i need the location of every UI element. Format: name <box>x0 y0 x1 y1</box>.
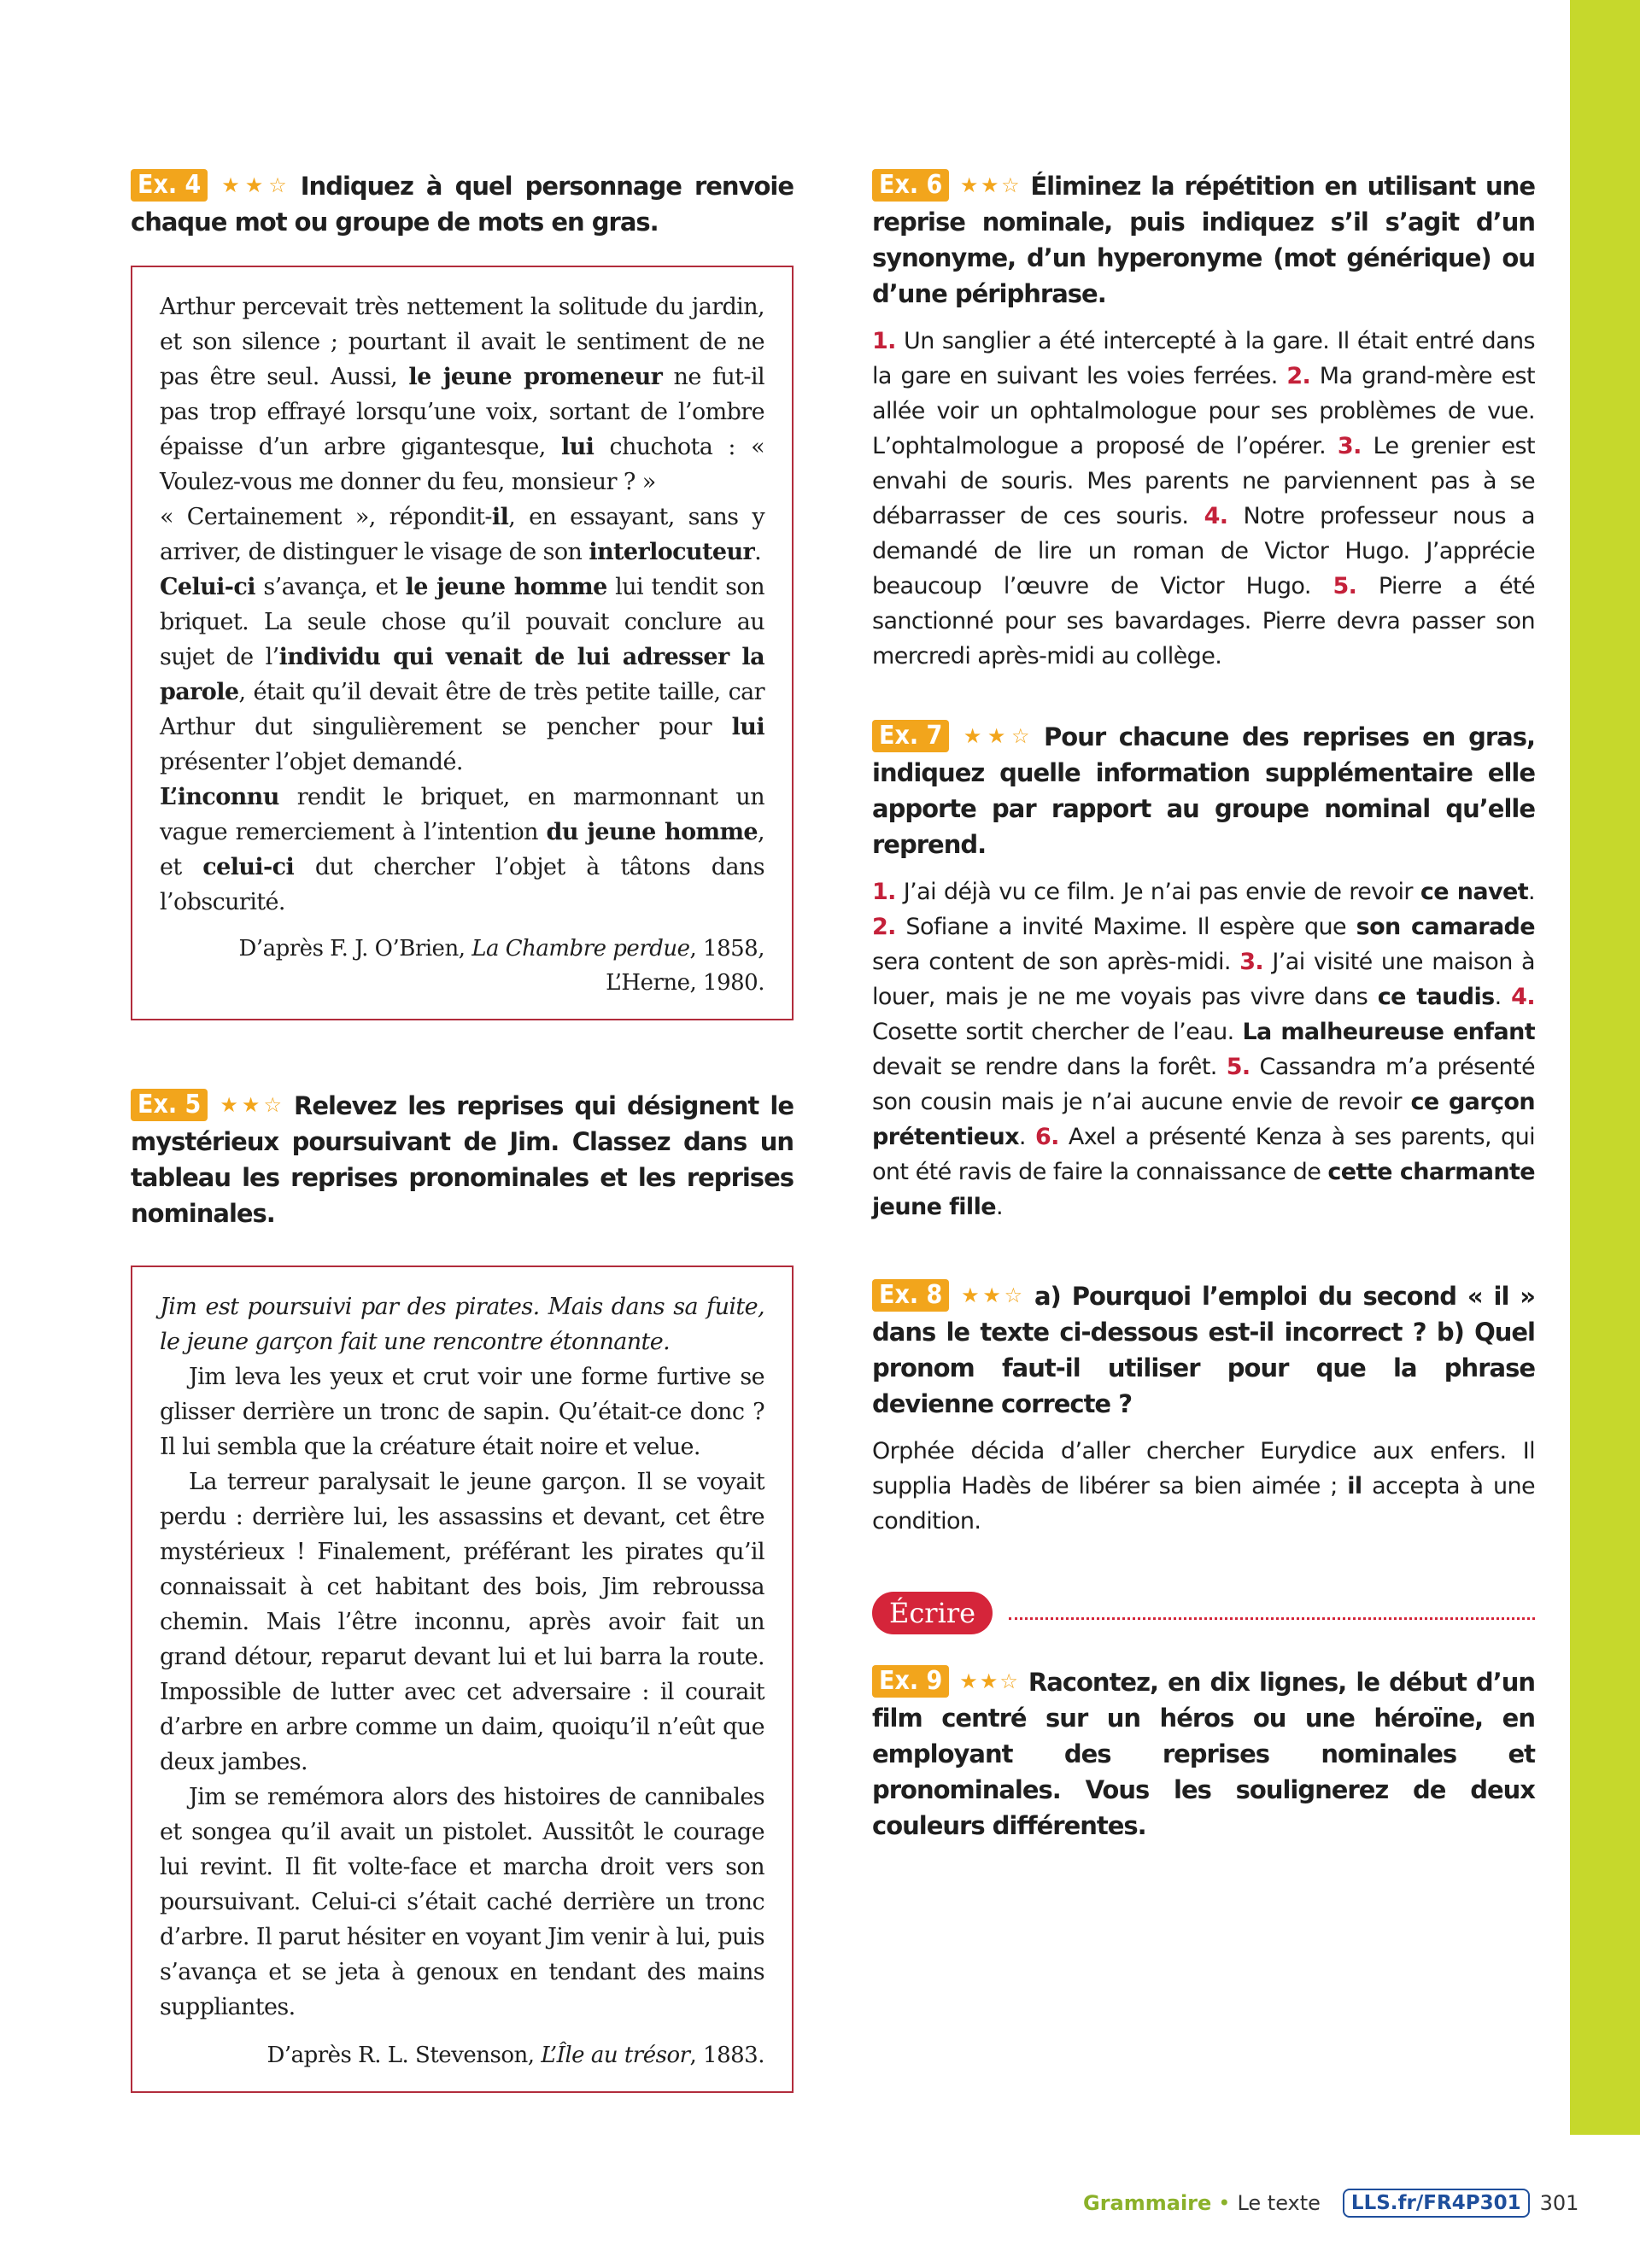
item-number: 2. <box>1286 363 1311 389</box>
item-text: Notre professeur nous a demandé de lire un roman de Victor Hugo. J’apprécie beaucoup l’œuvre de Victor Hugo. <box>872 503 1536 599</box>
bold-reprise: ce navet <box>1420 879 1529 905</box>
chapter-color-tab <box>1570 0 1640 2135</box>
item-text: . <box>1018 1124 1035 1150</box>
item-text: Sofiane a invité Maxime. Il espère que <box>895 914 1356 940</box>
item-text: . <box>1528 879 1535 905</box>
source-author: D’après F. J. O’Brien, <box>238 936 472 962</box>
item-text: . <box>995 1194 1003 1220</box>
item-text: Cosette sortit chercher de l’eau. <box>872 1019 1243 1045</box>
exercise-text <box>872 1434 1535 1539</box>
bold-reference: il <box>491 504 509 530</box>
difficulty-stars-icon: ★★☆ <box>958 724 1036 748</box>
exercise-4 <box>131 167 794 1020</box>
bold-reprise: ce garçon prétentieux <box>872 1089 1535 1150</box>
text-run: s’avança, et <box>255 574 406 600</box>
exercise-8-heading <box>872 1277 1535 1422</box>
excerpt-paragraph: La terreur paralysait le jeune garçon. Il se voyait perdu : derrière lui, les assassins et devant, cet être mystérieux ! Finalement, préférant les pirates qu’il connaissait à cet habitant des bois, Jim rebroussa chemin. Mais l’être inconnu, après avoir fait un grand détour, reparut devant lui et lui barra la route. Impossible de lutter avec cet adversaire : il courait d’arbre en arbre comme un daim, quoiqu’il n’eût que deux jambes. <box>160 1469 764 1775</box>
bold-reprise: cette charmante jeune fille <box>872 1159 1536 1220</box>
exercise-4-heading <box>131 167 794 240</box>
text-run: , en essayant, sans y arriver, de distinguer le visage de son <box>160 504 764 565</box>
ecrire-label: Écrire <box>872 1592 993 1634</box>
bold-reprise: La malheureuse enfant <box>1242 1019 1536 1045</box>
bold-reprise: son camarade <box>1356 914 1536 940</box>
text-run: chuchota : « Voulez-vous me donner du feu, monsieur ? » <box>160 434 764 495</box>
exercise-9-heading <box>872 1663 1535 1844</box>
item-text: . <box>1494 984 1512 1010</box>
footer-separator: • <box>1218 2191 1231 2215</box>
excerpt-source <box>160 2038 764 2072</box>
item-number: 6. <box>1034 1124 1059 1150</box>
page-footer <box>1083 2183 1578 2224</box>
excerpt-paragraph <box>160 570 764 780</box>
item-number: 1. <box>872 879 896 905</box>
bold-pronoun: il <box>1347 1473 1362 1499</box>
exercise-badge: Ex. 9 <box>872 1665 949 1698</box>
exercise-7 <box>872 718 1535 1225</box>
text-run: présenter l’objet demandé. <box>160 749 463 775</box>
bold-reference: le jeune promeneur <box>408 364 663 390</box>
bold-reference: interlocuteur <box>589 539 755 565</box>
exercise-instruction: Racontez, en dix lignes, le début d’un film centré sur un héros ou une héroïne, en employant des reprises nominales et pronominales. Vous les soulignerez de deux couleurs différentes. <box>872 1668 1536 1840</box>
source-author: D’après R. L. Stevenson, <box>266 2043 542 2068</box>
exercise-5-heading <box>131 1087 794 1231</box>
bold-reference: L’inconnu <box>160 784 279 810</box>
item-text: Ma grand-mère est allée voir un ophtalmologue pour ses problèmes de vue. L’ophtalmologue a proposé de l’opérer. <box>872 363 1535 459</box>
exercise-badge: Ex. 8 <box>872 1279 949 1312</box>
exercise-badge: Ex. 6 <box>872 169 949 202</box>
text-excerpt-box <box>131 266 794 1020</box>
bold-reference: le jeune homme <box>405 574 607 600</box>
text-run: ne fut-il pas trop effrayé lorsqu’une voix, sortant de l’ombre épaisse d’un arbre gigantesque, <box>160 364 764 460</box>
excerpt-intro: Jim est poursuivi par des pirates. Mais dans sa fuite, le jeune garçon fait une rencontre étonnante. <box>160 1294 764 1355</box>
bold-reference: lui <box>731 714 764 740</box>
exercise-sentences <box>872 324 1535 674</box>
bold-reference: celui-ci <box>202 854 295 880</box>
right-column <box>872 167 1535 1844</box>
bold-reference: individu qui venait de lui adresser la parole <box>160 644 764 705</box>
excerpt-text <box>160 289 764 920</box>
item-number: 3. <box>1239 949 1264 975</box>
bold-reference: du jeune homme <box>546 819 758 845</box>
source-title: La Chambre perdue <box>472 936 690 962</box>
exercise-6 <box>872 167 1535 674</box>
excerpt-paragraph <box>160 500 764 570</box>
excerpt-paragraph: Jim se remémora alors des histoires de cannibales et songea qu’il avait un pistolet. Aussitôt le courage lui revint. Il fit volte-face et marcha droit vers son poursuivant. Celui-ci s’était caché derrière un tronc d’arbre. Il parut hésiter en voyant Jim venir à lui, puis s’avança et se jeta à genoux en tendant des mains suppliantes. <box>160 1784 764 2020</box>
exercise-sentences <box>872 874 1535 1225</box>
item-text: J’ai déjà vu ce film. Je n’ai pas envie de revoir <box>895 879 1420 905</box>
exercise-badge: Ex. 7 <box>872 720 949 752</box>
footer-subsection: Le texte <box>1237 2191 1321 2215</box>
dotted-divider <box>1009 1617 1535 1620</box>
exercise-6-heading <box>872 167 1535 312</box>
item-text: devait se rendre dans la forêt. <box>872 1054 1227 1080</box>
source-details: , 1858, L’Herne, 1980. <box>606 936 764 996</box>
exercise-instruction: Éliminez la répétition en utilisant une reprise nominale, puis indiquez s’il s’agit d’un synonyme, d’un hyperonyme (mot générique) ou d’une périphrase. <box>872 172 1535 308</box>
source-details: , 1883. <box>689 2043 764 2068</box>
bold-reprise: ce taudis <box>1377 984 1495 1010</box>
text-excerpt-box <box>131 1266 794 2093</box>
item-number: 2. <box>872 914 896 940</box>
item-text: Axel a présenté Kenza à ses parents, qui ont été ravis de faire la connaissance de <box>872 1124 1535 1185</box>
text-run: « Certainement », répondit- <box>160 504 492 530</box>
ecrire-section-header <box>872 1592 1535 1636</box>
exercise-instruction: Indiquez à quel personnage renvoie chaque mot ou groupe de mots en gras. <box>131 172 794 237</box>
bold-reference: Celui-ci <box>160 574 255 600</box>
text-run: lui tendit son briquet. La seule chose qu’il pouvait conclure au sujet de l’ <box>160 574 764 670</box>
item-text: accepta à une condition. <box>872 1473 1535 1534</box>
text-run: Arthur percevait très nettement la solitude du jardin, et son silence ; pourtant il avait le sentiment de ne pas être seul. Aussi, <box>160 294 764 390</box>
text-run: dut chercher l’objet à tâtons dans l’obscurité. <box>160 854 764 915</box>
item-number: 3. <box>1337 433 1362 459</box>
exercise-5 <box>131 1087 794 2093</box>
excerpt-paragraph: Jim leva les yeux et crut voir une forme furtive se glisser derrière un tronc de sapin. Qu’était-ce donc ? Il lui sembla que la créature était noire et velue. <box>160 1364 764 1460</box>
exercise-badge: Ex. 5 <box>131 1089 208 1121</box>
exercise-instruction: Pour chacune des reprises en gras, indiquez quelle information supplémentaire elle apporte par rapport au groupe nominal qu’elle reprend. <box>872 722 1536 859</box>
difficulty-stars-icon: ★★☆ <box>958 1283 1026 1307</box>
text-run: rendit le briquet, en marmonnant un vague remerciement à l’intention <box>160 784 764 845</box>
item-number: 1. <box>872 328 896 354</box>
item-text: Le grenier est envahi de souris. Mes parents ne parviennent pas à se débarrasser de ces souris. <box>872 433 1536 529</box>
item-text: Cassandra m’a présenté son cousin mais je n’ai aucune envie de revoir <box>872 1054 1535 1115</box>
text-run: , était qu’il devait être de très petite taille, car Arthur dut singulièrement se pencher pour <box>160 679 764 740</box>
text-run: , et <box>160 819 764 880</box>
exercise-9 <box>872 1663 1535 1844</box>
item-number: 5. <box>1332 573 1357 599</box>
item-text: Pierre a été sanctionné pour ses bavardages. Pierre devra passer son mercredi après-midi au collège. <box>872 573 1535 669</box>
exercise-instruction: a) Pourquoi l’emploi du second « il » dans le texte ci-dessous est-il incorrect ? b) Quel pronom faut-il utiliser pour que la phrase devienne correcte ? <box>872 1282 1535 1418</box>
item-text: Orphée décida d’aller chercher Eurydice aux enfers. Il supplia Hadès de libérer sa bien aimée ; <box>872 1438 1535 1499</box>
item-number: 4. <box>1511 984 1535 1010</box>
exercise-badge: Ex. 4 <box>131 169 208 202</box>
exercise-instruction: Relevez les reprises qui désignent le mystérieux poursuivant de Jim. Classez dans un tableau les reprises pronominales et les reprises nominales. <box>131 1091 794 1228</box>
difficulty-stars-icon: ★★☆ <box>216 173 292 197</box>
excerpt-paragraph <box>160 780 764 920</box>
bold-reference: lui <box>560 434 594 460</box>
page-number: 301 <box>1539 2191 1579 2215</box>
left-column <box>131 167 794 2093</box>
item-text: J’ai visité une maison à louer, mais je ne me voyais pas vivre dans <box>872 949 1535 1010</box>
item-text: Un sanglier a été intercepté à la gare. Il était entré dans la gare en suivant les voies ferrées. <box>872 328 1535 389</box>
exercise-8 <box>872 1277 1535 1539</box>
excerpt-paragraph <box>160 289 764 500</box>
item-number: 4. <box>1204 503 1228 529</box>
difficulty-stars-icon: ★★☆ <box>958 1669 1020 1693</box>
text-run: . <box>754 539 762 565</box>
excerpt-source <box>160 932 764 1000</box>
excerpt-text <box>160 1289 764 2025</box>
footer-section: Grammaire <box>1083 2191 1212 2215</box>
exercise-7-heading <box>872 718 1535 862</box>
item-text: sera content de son après-midi. <box>872 949 1240 975</box>
difficulty-stars-icon: ★★☆ <box>958 173 1022 197</box>
item-number: 5. <box>1226 1054 1250 1080</box>
difficulty-stars-icon: ★★☆ <box>216 1093 286 1117</box>
source-title: L’Île au trésor <box>541 2043 690 2068</box>
footer-link-code[interactable]: LLS.fr/FR4P301 <box>1343 2189 1530 2218</box>
